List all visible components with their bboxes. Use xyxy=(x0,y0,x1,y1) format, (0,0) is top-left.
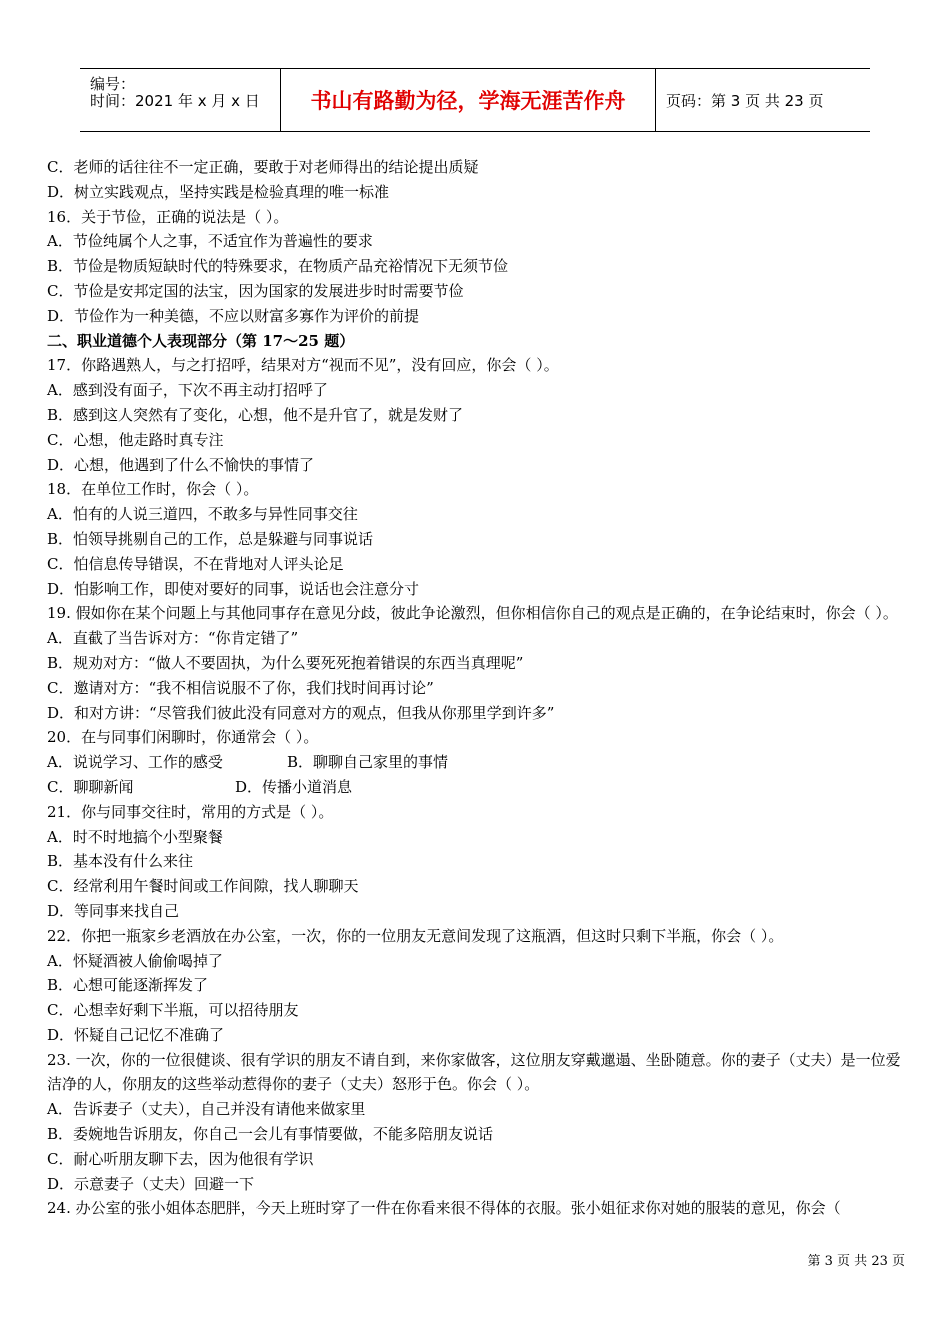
option-line: D．示意妻子（丈夫）回避一下 xyxy=(47,1174,255,1193)
option-line: C．老师的话往往不一定正确，要敢于对老师得出的结论提出质疑 xyxy=(47,158,479,176)
option-line: A．感到没有面子，下次不再主动打招呼了 xyxy=(47,381,328,400)
page-header xyxy=(80,68,870,132)
option-line: D．传播小道消息 xyxy=(235,777,353,796)
option-line: D．等同事来找自己 xyxy=(47,901,180,920)
option-line: A．怀疑酒被人偷偷喝掉了 xyxy=(47,951,223,970)
option-line: C．节俭是安邦定国的法宝，因为国家的发展进步时时需要节俭 xyxy=(47,281,464,300)
option-line: B．感到这人突然有了变化，心想，他不是升官了，就是发财了 xyxy=(47,405,464,424)
number-label: 编号： xyxy=(90,75,136,93)
option-line: A．节俭纯属个人之事，不适宜作为普遍性的要求 xyxy=(47,232,373,251)
question-line: 16．关于节俭，正确的说法是（ ）。 xyxy=(47,207,289,226)
option-line: B．聊聊自己家里的事情 xyxy=(287,753,449,772)
header-page-label: 页码：第 3 页 共 23 页 xyxy=(666,91,824,110)
option-line: B．怕领导挑剔自己的工作，总是躲避与同事说话 xyxy=(47,529,374,548)
question-line: 17．你路遇熟人，与之打招呼，结果对方“视而不见”，没有回应，你会（ ）。 xyxy=(47,356,559,375)
option-line: C．耐心听朋友聊下去，因为他很有学识 xyxy=(47,1149,314,1168)
option-line: C．邀请对方：“我不相信说服不了你，我们找时间再讨论” xyxy=(47,678,434,697)
option-line: C．心想，他走路时真专注 xyxy=(47,430,224,449)
option-line: D．怕影响工作，即使对要好的同事，说话也会注意分寸 xyxy=(47,579,420,598)
option-line: A．告诉妻子（丈夫），自己并没有请他来做家里 xyxy=(47,1100,366,1119)
question-line: 18．在单位工作时，你会（ ）。 xyxy=(47,480,259,499)
option-line: A．时不时地搞个小型聚餐 xyxy=(47,827,223,846)
option-line: D．节俭作为一种美德，不应以财富多寡作为评价的前提 xyxy=(47,306,420,325)
option-line: B．基本没有什么来往 xyxy=(47,852,194,871)
option-line: C．聊聊新闻 xyxy=(47,777,134,796)
question-line: 21．你与同事交往时，常用的方式是（ ）。 xyxy=(47,802,334,821)
option-line: A．怕有的人说三道四，不敢多与异性同事交往 xyxy=(47,505,358,524)
section-heading: 二、职业道德个人表现部分（第 17～25 题） xyxy=(47,331,355,350)
option-line: B．节俭是物质短缺时代的特殊要求，在物质产品充裕情况下无须节俭 xyxy=(47,257,509,276)
document-body xyxy=(47,155,907,1221)
question-line: 23. 一次，你的一位很健谈、很有学识的朋友不请自到，来你家做客，这位朋友穿戴邋遢、坐卧随意。你的妻子（丈夫）是一位爱洁净的人，你朋友的这些举动惹得你的妻子（丈夫）怒形于色。你会（ ）。 xyxy=(47,1050,901,1094)
option-row xyxy=(47,750,907,775)
option-line: B．心想可能逐渐挥发了 xyxy=(47,976,209,995)
option-line: C．心想幸好剩下半瓶，可以招待朋友 xyxy=(47,1001,299,1020)
question-line: 22．你把一瓶家乡老酒放在办公室，一次，你的一位朋友无意间发现了这瓶酒，但这时只剩下半瓶，你会（ ）。 xyxy=(47,926,784,945)
option-line: D．和对方讲：“尽管我们彼此没有同意对方的观点，但我从你那里学到许多” xyxy=(47,703,555,722)
time-label: 时间：2021 年 x 月 x 日 xyxy=(90,92,260,110)
option-line: C．经常利用午餐时间或工作间隙，找人聊聊天 xyxy=(47,877,359,896)
option-line: A．说说学习、工作的感受 xyxy=(47,753,223,772)
option-line: D．树立实践观点，坚持实践是检验真理的唯一标准 xyxy=(47,182,390,201)
question-line: 24. 办公室的张小姐体态肥胖，今天上班时穿了一件在你看来很不得体的衣服。张小姐征求你对她的服装的意见，你会（ xyxy=(47,1199,841,1218)
option-line: C．怕信息传导错误，不在背地对人评头论足 xyxy=(47,554,344,573)
option-line: B．委婉地告诉朋友，你自己一会儿有事情要做，不能多陪朋友说话 xyxy=(47,1125,494,1144)
question-line: 19. 假如你在某个问题上与其他同事存在意见分歧，彼此争论激烈，但你相信你自己的观点是正确的，在争论结束时，你会（ ）。 xyxy=(47,604,898,623)
option-line: D．怀疑自己记忆不准确了 xyxy=(47,1025,225,1044)
header-info xyxy=(80,69,280,131)
header-motto: 书山有路勤为径，学海无涯苦作舟 xyxy=(280,69,656,131)
question-line: 20．在与同事们闲聊时，你通常会（ ）。 xyxy=(47,728,319,747)
option-line: A．直截了当告诉对方：“你肯定错了” xyxy=(47,629,299,648)
option-row xyxy=(47,775,907,800)
page-footer: 第 3 页 共 23 页 xyxy=(807,1254,905,1269)
option-line: D．心想，他遇到了什么不愉快的事情了 xyxy=(47,455,315,474)
option-line: B．规劝对方：“做人不要固执，为什么要死死抱着错误的东西当真理呢” xyxy=(47,653,524,672)
